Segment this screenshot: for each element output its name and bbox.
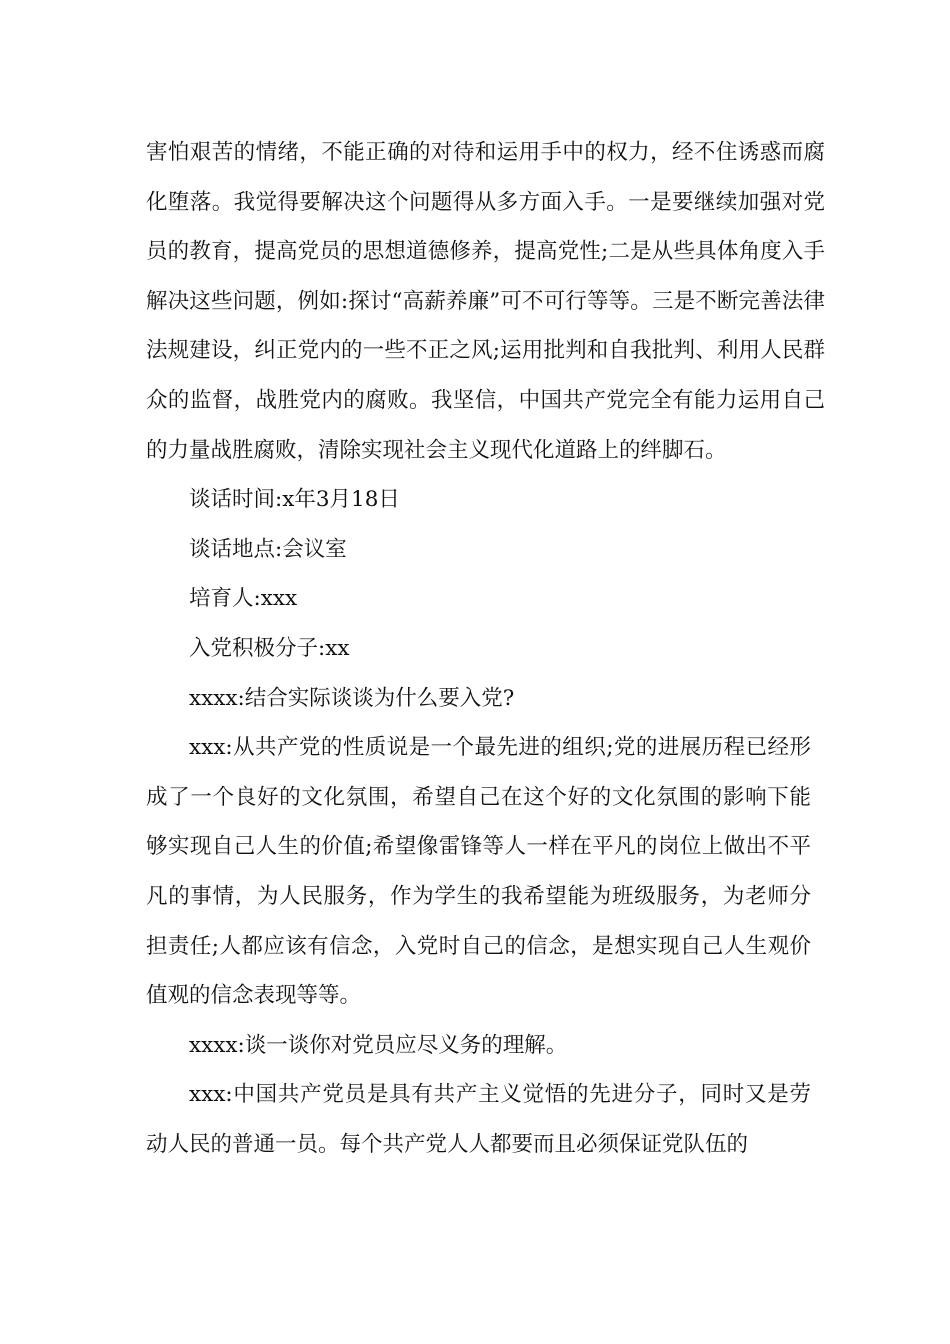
- paragraph-anticorruption: 害怕艰苦的情绪，不能正确的对待和运用手中的权力，经不住诱惑而腐化堕落。我觉得要解决这个问题得从多方面入手。一是要继续加强对党员的教育，提高党员的思想道德修养，提高党性;二是从些具体角度入手解决这些问题，例如:探讨“高薪养廉”可不可行等等。三是不断完善法律法规建设，纠正党内的一些不正之风;运用批判和自我批判、利用人民群众的监督，战胜党内的腐败。我坚信，中国共产党完全有能力运用自己的力量战胜腐败，清除实现社会主义现代化道路上的绊脚石。: [146, 140, 825, 463]
- paragraph-activist: 入党积极分子:xx: [189, 635, 350, 661]
- paragraph-talk-time: 谈话时间:x年3月18日: [189, 487, 400, 513]
- document-body: [146, 128, 825, 1169]
- paragraph-talk-location: 谈话地点:会议室: [189, 536, 347, 562]
- paragraph-answer-why-join: xxx:从共产党的性质说是一个最先进的组织;党的进展历程已经形成了一个良好的文化氛围，希望自己在这个好的文化氛围的影响下能够实现自己人生的价值;希望像雷锋等人一样在平凡的岗位上做出不平凡的事情，为人民服务，作为学生的我希望能为班级服务，为老师分担责任;人都应该有信念，入党时自己的信念，是想实现自己人生观价值观的信念表现等等。: [146, 735, 811, 1009]
- paragraph-question-why-join: xxxx:结合实际谈谈为什么要入党?: [189, 685, 515, 711]
- paragraph-trainer: 培育人:xxx: [189, 586, 298, 612]
- paragraph-question-duties: xxxx:谈一谈你对党员应尽义务的理解。: [189, 1032, 568, 1058]
- paragraph-answer-duties: xxx:中国共产党员是具有共产主义觉悟的先进分子，同时又是劳动人民的普通一员。每个共产党人人都要而且必须保证党队伍的: [146, 1082, 811, 1157]
